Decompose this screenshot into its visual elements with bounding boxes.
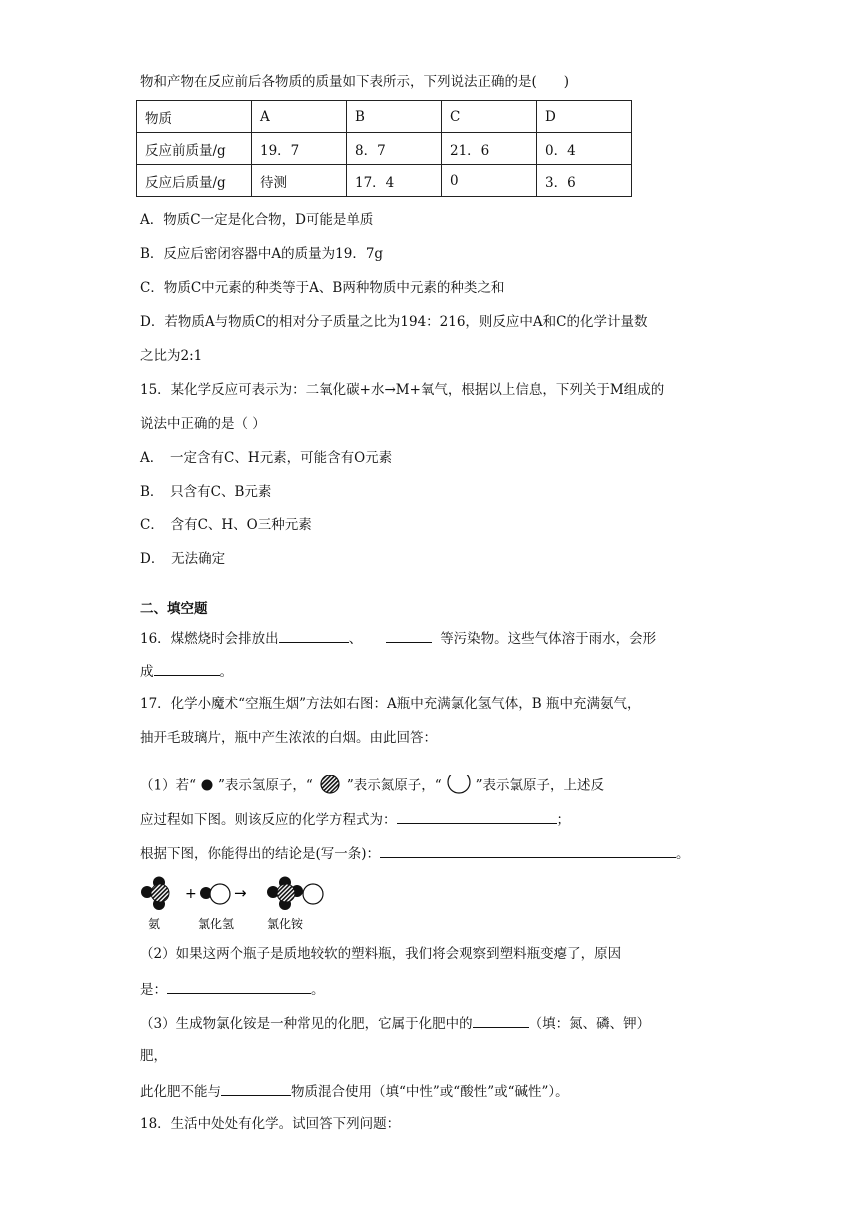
ammonia-molecule-icon: [141, 877, 169, 911]
question-14-stem: 物和产物在反应前后各物质的质量如下表所示，下列说法正确的是( ): [140, 74, 570, 90]
table-cell: 8．7: [347, 133, 442, 165]
table-cell: 21．6: [442, 133, 537, 165]
option-d: D． 无法确定: [140, 551, 226, 567]
hydrogen-atom-icon: [196, 777, 218, 795]
reaction-diagram: [140, 876, 340, 936]
hydrogen-chloride-molecule-icon: [200, 884, 230, 904]
table-cell: 0: [442, 165, 537, 197]
table-cell: 17．4: [347, 165, 442, 197]
diagram-label: 氨: [147, 917, 161, 931]
question-17-part-2-continued: [140, 979, 325, 999]
answer-blank[interactable]: [386, 628, 432, 643]
question-17-stem: 17．化学小魔术“空瓶生烟”方法如右图：A瓶中充满氯化氢气体，B 瓶中充满氨气，: [140, 696, 641, 712]
question-text: 物质混合使用（填“中性”或“酸性”或“碱性”）。: [291, 1084, 569, 1100]
option-c: C．物质C中元素的种类等于A、B两种物质中元素的种类之和: [140, 280, 505, 296]
question-16-text: 等污染物。这些气体溶于雨水，会形: [440, 631, 657, 647]
question-text: 根据下图，你能得出的结论是(写一条)：: [140, 846, 381, 862]
question-16-line-continued: [140, 661, 233, 681]
question-text: ”表示氮原子，“: [346, 777, 442, 794]
table-cell: 待测: [252, 165, 347, 197]
ammonium-chloride-molecule-icon: [267, 877, 323, 911]
option-d-continued: 之比为2:1: [140, 348, 203, 364]
option-b: B． 只含有C、B元素: [140, 484, 272, 500]
question-text: ；: [556, 812, 570, 828]
question-text: 。: [311, 982, 325, 998]
question-17-equation-line: [140, 809, 570, 829]
question-17-part-3: [140, 1013, 650, 1033]
question-16-text: 、: [348, 631, 363, 647]
question-text: ”表示氯原子，上述反: [475, 777, 605, 794]
question-text: （填：氮、磷、钾）: [528, 1016, 651, 1032]
question-text: 。: [676, 846, 690, 862]
arrow-icon: →: [234, 884, 247, 902]
table-cell: 0．4: [537, 133, 632, 165]
question-16-text: 成: [140, 664, 154, 680]
question-text: 是：: [140, 982, 167, 998]
question-17-stem-continued: 抽开毛玻璃片，瓶中产生浓浓的白烟。由此回答：: [140, 730, 437, 746]
question-17-part-3-line-3: [140, 1081, 569, 1101]
option-a: A． 一定含有C、H元素，可能含有O元素: [140, 450, 393, 466]
table-cell: 19．7: [252, 133, 347, 165]
option-a: A．物质C一定是化合物，D可能是单质: [140, 212, 374, 228]
answer-blank[interactable]: [221, 1081, 291, 1096]
table-cell: 3．6: [537, 165, 632, 197]
table-cell: 物质: [137, 101, 252, 133]
table-header-row: [137, 101, 632, 133]
question-text: （3）生成物氯化铵是一种常见的化肥，它属于化肥中的: [140, 1016, 473, 1032]
answer-blank[interactable]: [154, 661, 220, 676]
table-cell: C: [442, 101, 537, 133]
question-15-stem-continued: 说法中正确的是（ ）: [140, 416, 266, 432]
question-text: ”表示氢原子，“: [218, 777, 313, 794]
question-text: 此化肥不能与: [140, 1084, 221, 1100]
table-cell: B: [347, 101, 442, 133]
option-d: D．若物质A与物质C的相对分子质量之比为194：216，则反应中A和C的化学计量数: [140, 314, 648, 330]
question-16-line: [140, 628, 656, 648]
table-cell: 反应前质量/g: [137, 133, 252, 165]
question-text: 应过程如下图。则该反应的化学方程式为：: [140, 812, 397, 828]
answer-blank[interactable]: [380, 843, 676, 858]
diagram-label: 氯化铵: [266, 917, 304, 931]
option-b: B．反应后密闭容器中A的质量为19．7g: [140, 246, 384, 262]
table-row: [137, 133, 632, 165]
table-cell: A: [252, 101, 347, 133]
table-cell: D: [537, 101, 632, 133]
question-16-text: 。: [219, 664, 233, 680]
question-17-part-1: [140, 775, 604, 797]
diagram-label: 氯化氢: [197, 917, 235, 931]
table-row: [137, 165, 632, 197]
question-17-conclusion-line: [140, 843, 690, 863]
question-17-part-3-continued: 肥，: [140, 1048, 167, 1064]
mass-table: [136, 100, 632, 197]
answer-blank[interactable]: [473, 1013, 529, 1028]
answer-blank[interactable]: [279, 628, 349, 643]
table-cell: 反应后质量/g: [137, 165, 252, 197]
question-15-stem: 15．某化学反应可表示为：二氧化碳+水→M+氧气，根据以上信息，下列关于M组成的: [140, 382, 665, 398]
option-c: C． 含有C、H、O三种元素: [140, 517, 312, 533]
nitrogen-atom-icon: [313, 775, 347, 797]
question-18-stem: 18．生活中处处有化学。试回答下列问题：: [140, 1116, 401, 1132]
chlorine-atom-icon: [442, 775, 476, 797]
answer-blank[interactable]: [167, 979, 311, 994]
question-text: （1）若“: [140, 777, 196, 794]
question-16-text: 16．煤燃烧时会排放出: [140, 631, 279, 647]
section-heading: 二、填空题: [140, 601, 208, 617]
answer-blank[interactable]: [397, 809, 557, 824]
question-17-part-2: （2）如果这两个瓶子是质地较软的塑料瓶，我们将会观察到塑料瓶变瘪了，原因: [140, 946, 622, 962]
plus-sign: +: [185, 886, 197, 902]
